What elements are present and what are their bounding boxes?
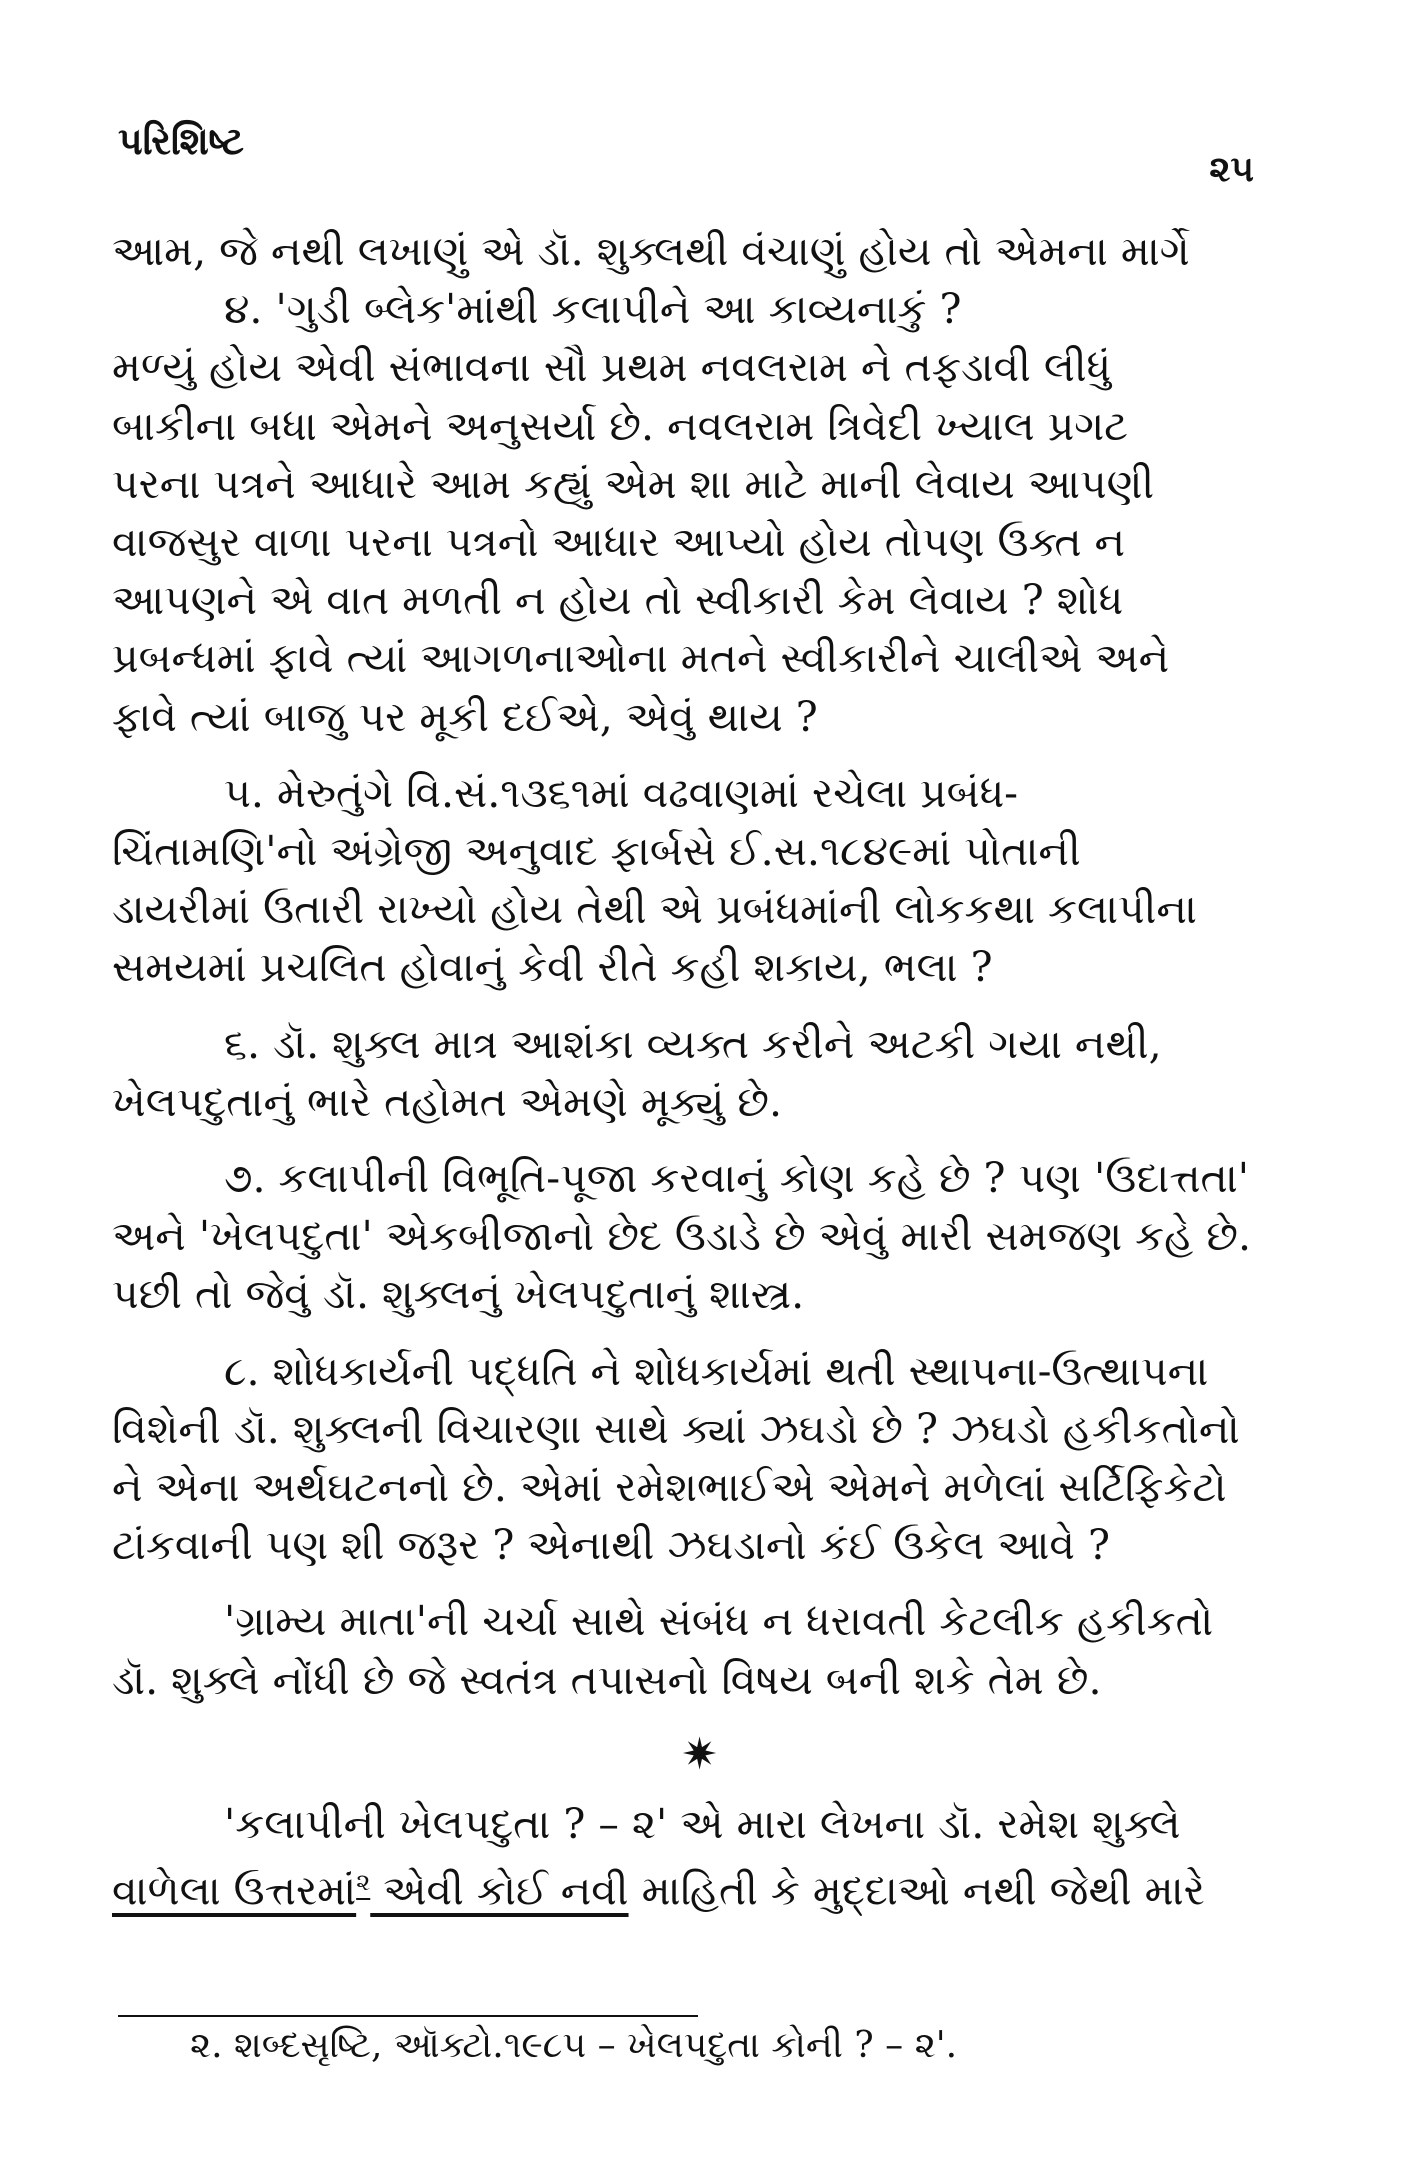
text-line: ૭. કલાપીની વિભૂતિ-પૂજા કરવાનું કોણ કહે છે ? પણ 'ઉદાત્તતા' [224, 1154, 1250, 1203]
text-line: આપણને એ વાત મળતી ન હોય તો સ્વીકારી કેમ લેવાય ? શોધ [112, 576, 1124, 625]
paragraph-1 [112, 222, 1287, 280]
footnote-rule [118, 2015, 698, 2017]
text-line: ડૉ. શુક્લે નોંધી છે જે સ્વતંત્ર તપાસનો વિષય બની શકે તેમ છે. [112, 1655, 1102, 1704]
underlined-text: એવી કોઈ નવી [370, 1866, 629, 1915]
text-line: ચિંતામણિ'નો અંગ્રેજી અનુવાદ ફાર્બસે ઈ.સ.૧૮૪૯માં પોતાની [112, 827, 1081, 876]
text-line: ૬. ડૉ. શુક્લ માત્ર આશંકા વ્યક્ત કરીને અટકી ગયા નથી, [224, 1019, 1162, 1068]
text-line: ૫. મેરુતુંગે વિ.સં.૧૩૬૧માં વઢવાણમાં રચેલા પ્રબંધ- [224, 768, 1019, 817]
page-number: ૨૫ [1209, 148, 1254, 190]
text-line: અને 'ખેલપદુતા' એકબીજાનો છેદ ઉડાડે છે એવું મારી સમજણ કહે છે. [112, 1212, 1252, 1261]
text-line: મળ્યું હોય એવી સંભાવના સૌ પ્રથમ નવલરામ ને તફડાવી લીધું [112, 343, 1112, 392]
text-line: ખેલપદુતાનું ભારે તહોમત એમણે મૂક્યું છે. [112, 1077, 783, 1126]
text-line: 'કલાપીની ખેલપદુતા ? – ૨' એ મારા લેખના ડૉ. રમેશ શુક્લે [224, 1799, 1181, 1848]
text-line: ને એના અર્થઘટનનો છે. એમાં રમેશભાઈએ એમને મળેલાં સર્ટિફિકેટો [112, 1463, 1227, 1512]
text-line: ટાંકવાની પણ શી જરૂર ? એનાથી ઝઘડાનો કંઈ ઉકેલ આવે ? [112, 1521, 1110, 1570]
text-line: 'ગ્રામ્ય માતા'ની ચર્ચા સાથે સંબંધ ન ધરાવતી કેટલીક હકીકતો [224, 1597, 1214, 1646]
paragraph-3 [112, 764, 1287, 997]
underlined-text: વાળેલા ઉત્તરમાં [112, 1866, 357, 1915]
text-line: પછી તો જેવું ડૉ. શુક્લનું ખેલપદુતાનું શાસ્ત્ર. [112, 1270, 805, 1319]
paragraph-5 [112, 1149, 1287, 1324]
text-line: આમ, જે નથી લખાણું એ ડૉ. શુક્લથી વંચાણું હોય તો એમના માર્ગે [112, 227, 1190, 275]
paragraph-6 [112, 1342, 1287, 1575]
text-line: બાકીના બધા એમને અનુસર્યા છે. નવલરામ ત્રિવેદી ખ્યાલ પ્રગટ [112, 401, 1129, 450]
section-divider-star: ✷ [681, 1728, 718, 1780]
paragraph-4 [112, 1015, 1287, 1131]
text-line: વિશેની ડૉ. શુક્લની વિચારણા સાથે ક્યાં ઝઘડો છે ? ઝઘડો હકીકતોનો [112, 1404, 1240, 1453]
text-line: ડાયરીમાં ઉતારી રાખ્યો હોય તેથી એ પ્રબંધમાંની લોકકથા કલાપીના [112, 885, 1197, 934]
text-line: પ્રબન્ધમાં ફાવે ત્યાં આગળનાઓના મતને સ્વીકારીને ચાલીએ અને [112, 634, 1170, 683]
text-line: પરના પત્રને આધારે આમ કહ્યું એમ શા માટે માની લેવાય આપણી [112, 459, 1155, 508]
paragraph-closing [112, 1795, 1287, 1920]
footnote-marker: ૨ [356, 1868, 371, 1897]
text-line: ફાવે ત્યાં બાજુ પર મૂકી દઈએ, એવું થાય ? [112, 692, 818, 741]
text-run: માહિતી કે મુદ્દાઓ નથી જેથી મારે [628, 1866, 1205, 1915]
body-text [112, 222, 1287, 1920]
text-line [112, 1853, 1287, 1920]
paragraph-2 [112, 280, 1287, 746]
text-line: વાજસુર વાળા પરના પત્રનો આધાર આપ્યો હોય તોપણ ઉક્ત ન [112, 518, 1126, 567]
text-line: ૮. શોધકાર્યની પદ્ધતિ ને શોધકાર્યમાં થતી સ્થાપના-ઉત્થાપના [224, 1346, 1209, 1395]
paragraph-7 [112, 1592, 1287, 1708]
text-line: સમયમાં પ્રચલિત હોવાનું કેવી રીતે કહી શકાય, ભલા ? [112, 943, 993, 992]
running-head: પરિશિષ્ટ [118, 118, 244, 163]
text-line: ૪. 'ગુડી બ્લેક'માંથી કલાપીને આ કાવ્યનાકું ? [224, 285, 962, 334]
footnote: ૨. શબ્દસૃષ્ટિ, ઑક્ટો.૧૯૮૫ – ખેલપદુતા કોની ? – ૨'. [190, 2025, 958, 2066]
